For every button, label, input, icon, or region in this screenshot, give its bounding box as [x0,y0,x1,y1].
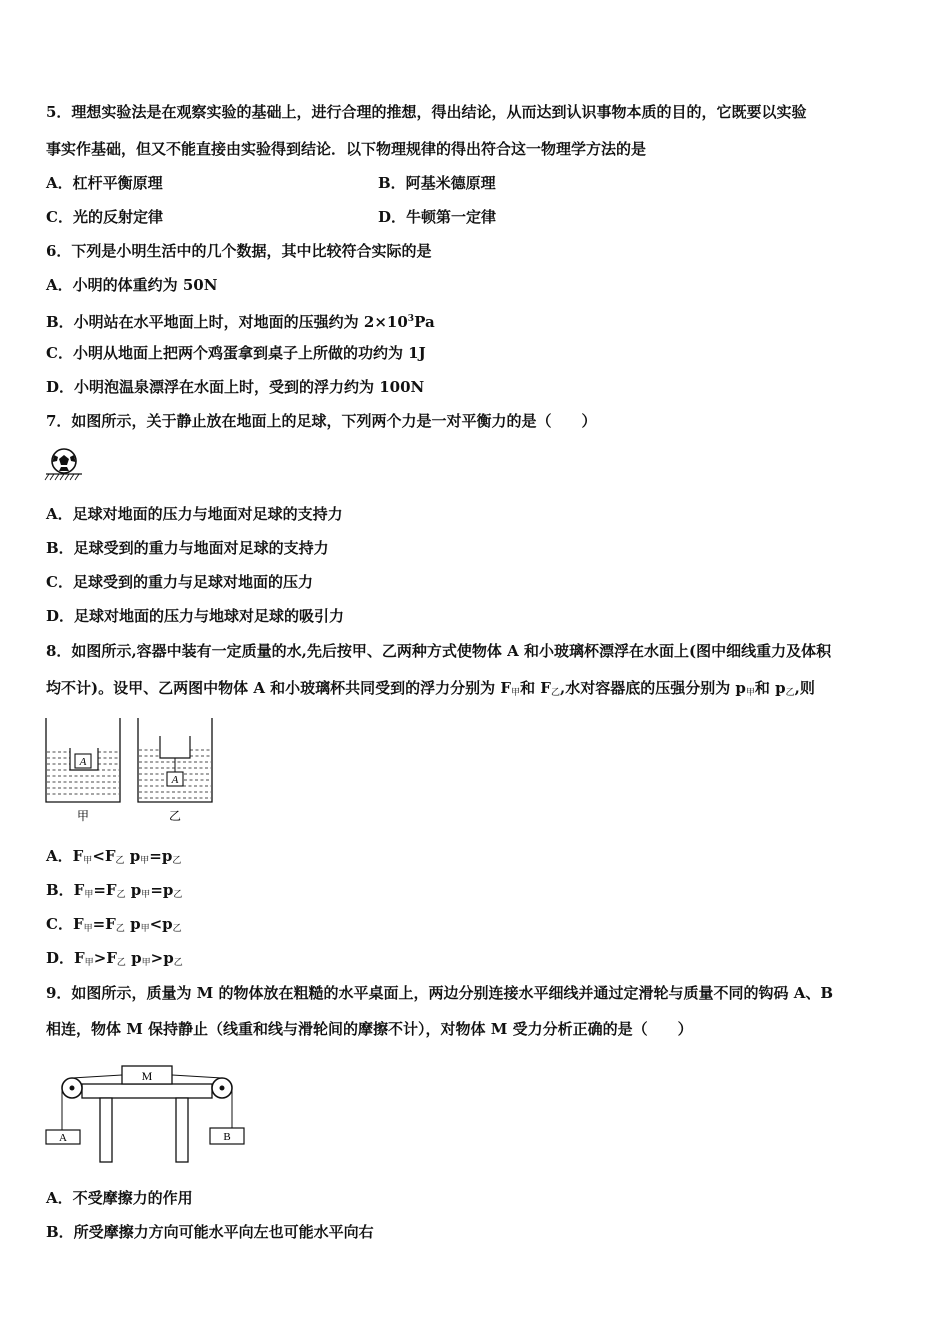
q7-option-a: A．足球对地面的压力与地面对足球的支持力 [46,505,343,523]
q8-stem-line2: 均不计)。设甲、乙两图中物体 A 和小玻璃杯共同受到的浮力分别为 $F_甲$和 $F_乙$,水对容器底的压强分别为 $p_甲$和 $p_乙$,则 [46,679,815,698]
q7-option-c: C．足球受到的重力与足球对地面的压力 [46,573,313,591]
q9-option-a: A．不受摩擦力的作用 [46,1189,193,1207]
q5-option-c: C．光的反射定律 [46,208,163,226]
q6-option-d: D．小明泡温泉漂浮在水面上时，受到的浮力约为 100N [46,378,425,396]
q5-stem-line2: 事实作基础，但又不能直接由实验得到结论．以下物理规律的得出符合这一物理学方法的是 [46,140,647,158]
q6-stem: 6．下列是小明生活中的几个数据，其中比较符合实际的是 [46,242,432,260]
q6-option-a: A．小明的体重约为 50N [46,276,218,294]
q9-stem-line1: 9．如图所示，质量为 M 的物体放在粗糙的水平桌面上，两边分别连接水平细线并通过定滑轮与质量不同的钩码 A、B [46,984,834,1002]
q7-stem: 7．如图所示，关于静止放在地面上的足球，下列两个力是一对平衡力的是（ ） [46,412,597,430]
q8-option-a: A．$F_甲<F_乙$ $p_甲=p_乙$ [46,847,182,866]
svg-text:A: A [171,774,179,786]
caption-yi: 乙 [168,809,182,823]
svg-text:M: M [141,1069,153,1083]
q6-option-c: C．小明从地面上把两个鸡蛋拿到桌子上所做的功约为 1J [46,344,426,362]
q9-stem-line2: 相连，物体 M 保持静止（线重和线与滑轮间的摩擦不计），对物体 M 受力分析正确的是（ ） [46,1020,693,1038]
q5-stem-line1: 5．理想实验法是在观察实验的基础上，进行合理的推想，得出结论，从而达到认识事物本质的目的，它既要以实验 [46,103,807,121]
table-top [82,1084,212,1098]
soccer-ball-figure [44,446,84,482]
container-yi [138,718,212,802]
svg-text:A: A [59,1132,67,1144]
q5-option-d: D．牛顿第一定律 [378,208,497,226]
q5-option-a: A．杠杆平衡原理 [46,174,163,192]
container-diagram [44,716,216,828]
q8-stem-line1: 8．如图所示,容器中装有一定质量的水,先后按甲、乙两种方式使物体 A 和小玻璃杯漂浮在水面上(图中细线重力及体积 [46,642,832,660]
q5-option-b: B．阿基米德原理 [378,174,496,192]
q7-option-d: D．足球对地面的压力与地球对足球的吸引力 [46,607,345,625]
q6-option-b: B．小明站在水平地面上时，对地面的压强约为 $2\times 10^3Pa$ [46,313,435,331]
q9-option-b: B．所受摩擦力方向可能水平向左也可能水平向右 [46,1223,374,1241]
q8-option-b: B．$F_甲=F_乙$ $p_甲=p_乙$ [46,881,183,900]
container-jia [46,718,120,802]
svg-text:B: B [223,1131,231,1143]
pulley-table-diagram [44,1060,246,1168]
svg-text:A: A [79,756,87,768]
q7-option-b: B．足球受到的重力与地面对足球的支持力 [46,539,329,557]
q8-option-c: C．$F_甲=F_乙$ $p_甲<p_乙$ [46,915,182,934]
caption-jia: 甲 [76,809,90,823]
q8-option-d: D．$F_甲>F_乙$ $p_甲>p_乙$ [46,949,183,968]
